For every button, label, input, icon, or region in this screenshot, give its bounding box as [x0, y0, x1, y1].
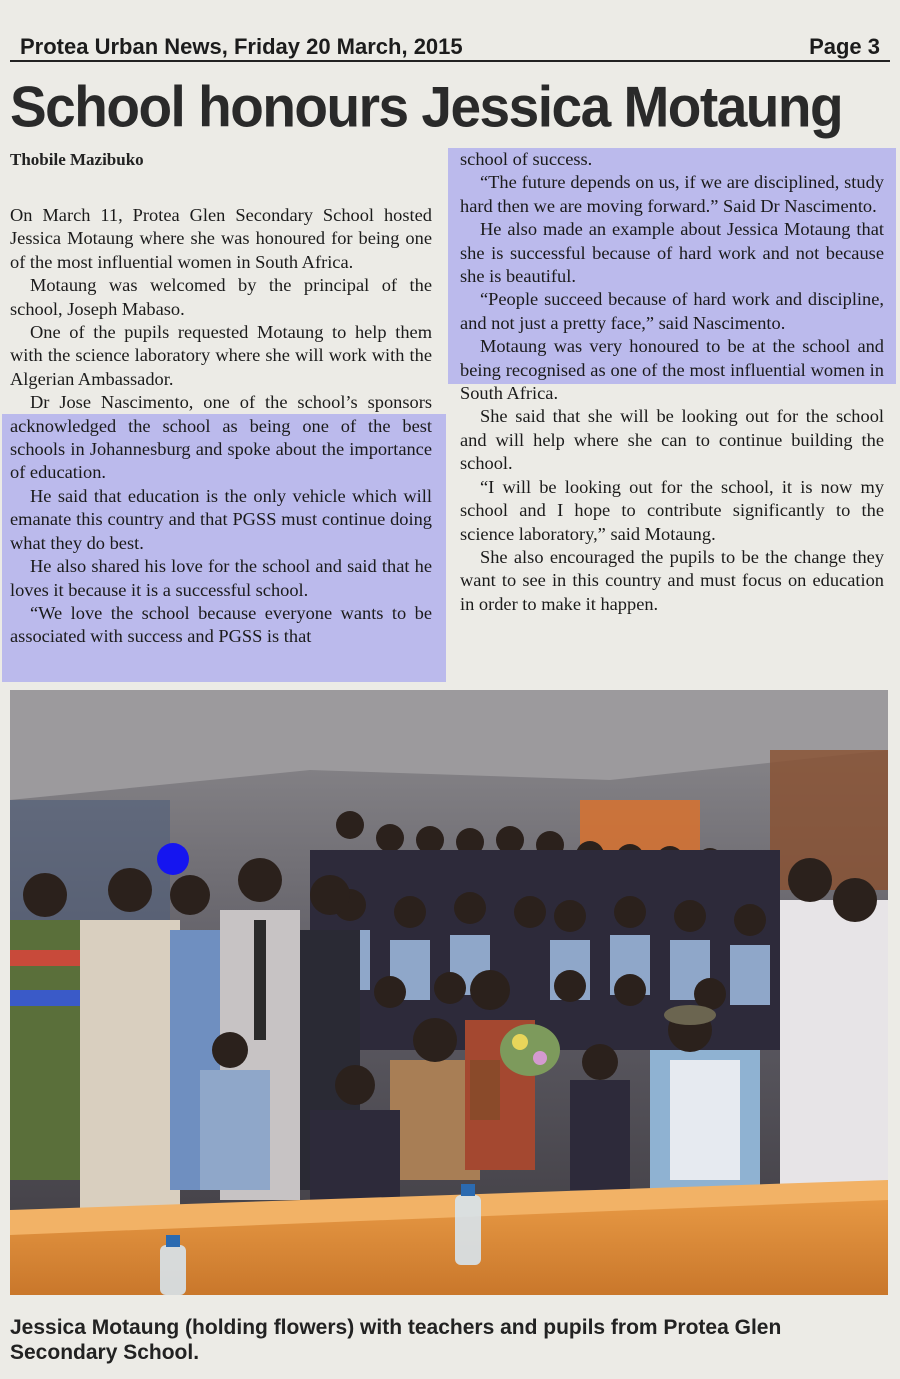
group-photo-illustration	[10, 690, 888, 1295]
paragraph: One of the pupils requested Motaung to help them with the science laboratory where she will work with the Algerian Ambassador.	[10, 322, 432, 389]
page-number: Page 3	[809, 34, 880, 59]
paragraph: He said that education is the only vehicle which will emanate this country and that PGSS must continue doing what they do best.	[10, 485, 432, 553]
blue-marker-dot	[157, 843, 189, 875]
paragraph: Motaung was welcomed by the principal of the school, Joseph Mabaso.	[10, 275, 432, 319]
group-photo	[10, 690, 888, 1295]
photo-caption: Jessica Motaung (holding flowers) with teachers and pupils from Protea Glen Secondary School.	[10, 1316, 782, 1364]
article-byline: Thobile Mazibuko	[10, 150, 144, 169]
paragraph: Dr Jose Nascimento, one of the school’s sponsors acknowledged the school as being one of the best schools in Johannesburg and spoke about the importance of education.	[10, 392, 432, 483]
paragraph: “I will be looking out for the school, it is now my school and I hope to contribute significantly to the science laboratory,” said Motaung.	[460, 476, 884, 544]
article-column-right	[460, 148, 884, 616]
paragraph: He also shared his love for the school and said that he loves it because it is a successful school.	[10, 556, 432, 600]
paragraph: “The future depends on us, if we are disciplined, study hard then we are moving forward.” Said Dr Nascimento.	[460, 172, 884, 216]
paragraph: school of success.	[460, 149, 593, 169]
paragraph: She also encouraged the pupils to be the change they want to see in this country and must focus on education in order to make it happen.	[460, 546, 884, 614]
paragraph: On March 11, Protea Glen Secondary School hosted Jessica Motaung where she was honoured for being one of the most influential women in South Africa.	[10, 205, 432, 272]
page-header	[10, 30, 890, 62]
article-column-left	[10, 204, 432, 649]
publication-date-line: Protea Urban News, Friday 20 March, 2015	[20, 34, 463, 59]
paragraph: “People succeed because of hard work and discipline, and not just a pretty face,” said Nascimento.	[460, 289, 884, 333]
paragraph: Motaung was very honoured to be at the school and being recognised as one of the most influential women in South Africa.	[460, 336, 884, 404]
paragraph: He also made an example about Jessica Motaung that she is successful because of hard work and not because she is beautiful.	[460, 219, 884, 287]
article-headline: School honours Jessica Motaung	[10, 74, 843, 140]
paragraph: “We love the school because everyone wants to be associated with success and PGSS is that	[10, 602, 432, 647]
paragraph: She said that she will be looking out for the school and will help where she can to continue building the school.	[460, 406, 884, 474]
